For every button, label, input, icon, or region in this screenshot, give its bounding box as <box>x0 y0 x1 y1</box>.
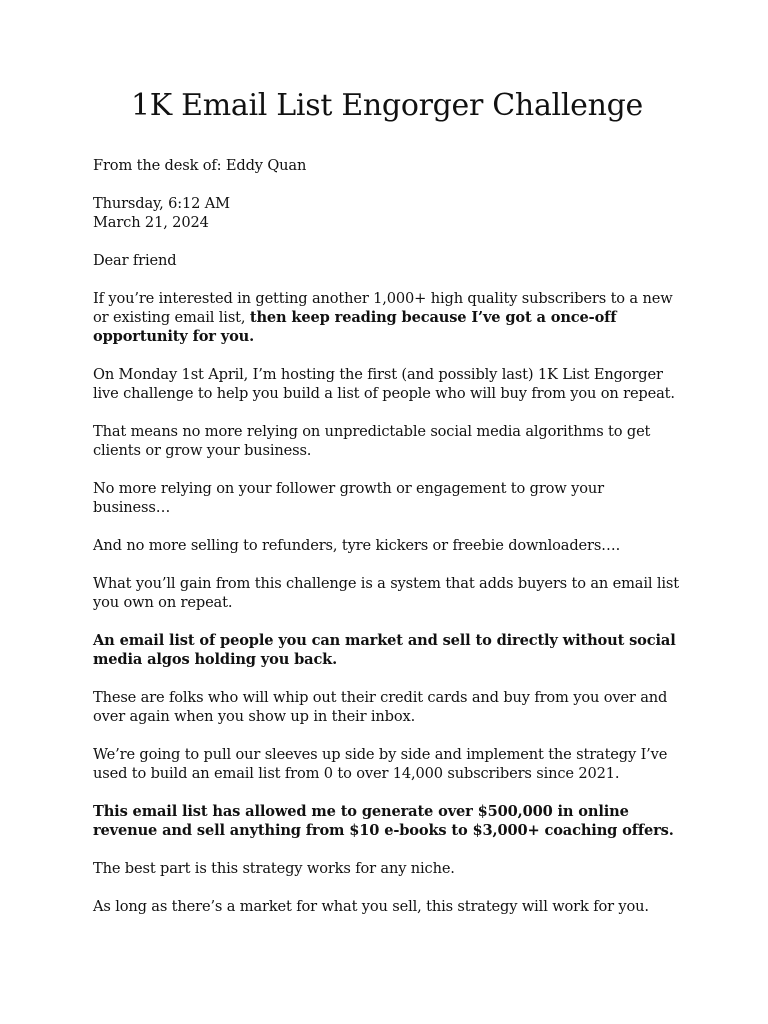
paragraph-intro <box>93 289 683 346</box>
from-line: From the desk of: Eddy Quan <box>93 157 307 174</box>
document-title: 1K Email List Engorger Challenge <box>131 88 643 123</box>
paragraph-intro-text: If you’re interested in getting another 1,000+ high quality subscribers to a new or existing email list, <box>93 290 673 326</box>
paragraph-folks: These are folks who will whip out their credit cards and buy from you over and over again when you show up in their inbox. <box>93 689 668 725</box>
paragraph-email-list-bold <box>93 631 683 669</box>
paragraph-niche: The best part is this strategy works for any niche. <box>93 860 455 877</box>
paragraph-revenue-bold-text: This email list has allowed me to generate over $500,000 in online revenue and sell anything from $10 e-books to $3,000+ coaching offers. <box>93 803 674 839</box>
paragraph-follower-growth: No more relying on your follower growth or engagement to grow your business… <box>93 480 604 516</box>
date-day-time: Thursday, 6:12 AM <box>93 195 230 212</box>
paragraph-refunders: And no more selling to refunders, tyre kickers or freebie downloaders…. <box>93 537 621 554</box>
paragraph-revenue-bold <box>93 802 683 840</box>
paragraph-challenge: On Monday 1st April, I’m hosting the first (and possibly last) 1K List Engorger live challenge to help you build a list of people who will buy from you on repeat. <box>93 366 675 402</box>
paragraph-market: As long as there’s a market for what you sell, this strategy will work for you. <box>93 898 649 915</box>
paragraph-gain: What you’ll gain from this challenge is a system that adds buyers to an email list you own on repeat. <box>93 575 679 611</box>
paragraph-algorithms: That means no more relying on unpredictable social media algorithms to get clients or grow your business. <box>93 423 651 459</box>
date-block <box>93 194 683 232</box>
date-date: March 21, 2024 <box>93 214 209 231</box>
salutation: Dear friend <box>93 252 177 269</box>
document-page <box>93 84 683 935</box>
paragraph-intro-bold: then keep reading because I’ve got a once-off opportunity for you. <box>93 309 617 345</box>
paragraph-strategy: We’re going to pull our sleeves up side by side and implement the strategy I’ve used to build an email list from 0 to over 14,000 subscribers since 2021. <box>93 746 668 782</box>
paragraph-email-list-bold-text: An email list of people you can market and sell to directly without social media algos holding you back. <box>93 632 676 668</box>
